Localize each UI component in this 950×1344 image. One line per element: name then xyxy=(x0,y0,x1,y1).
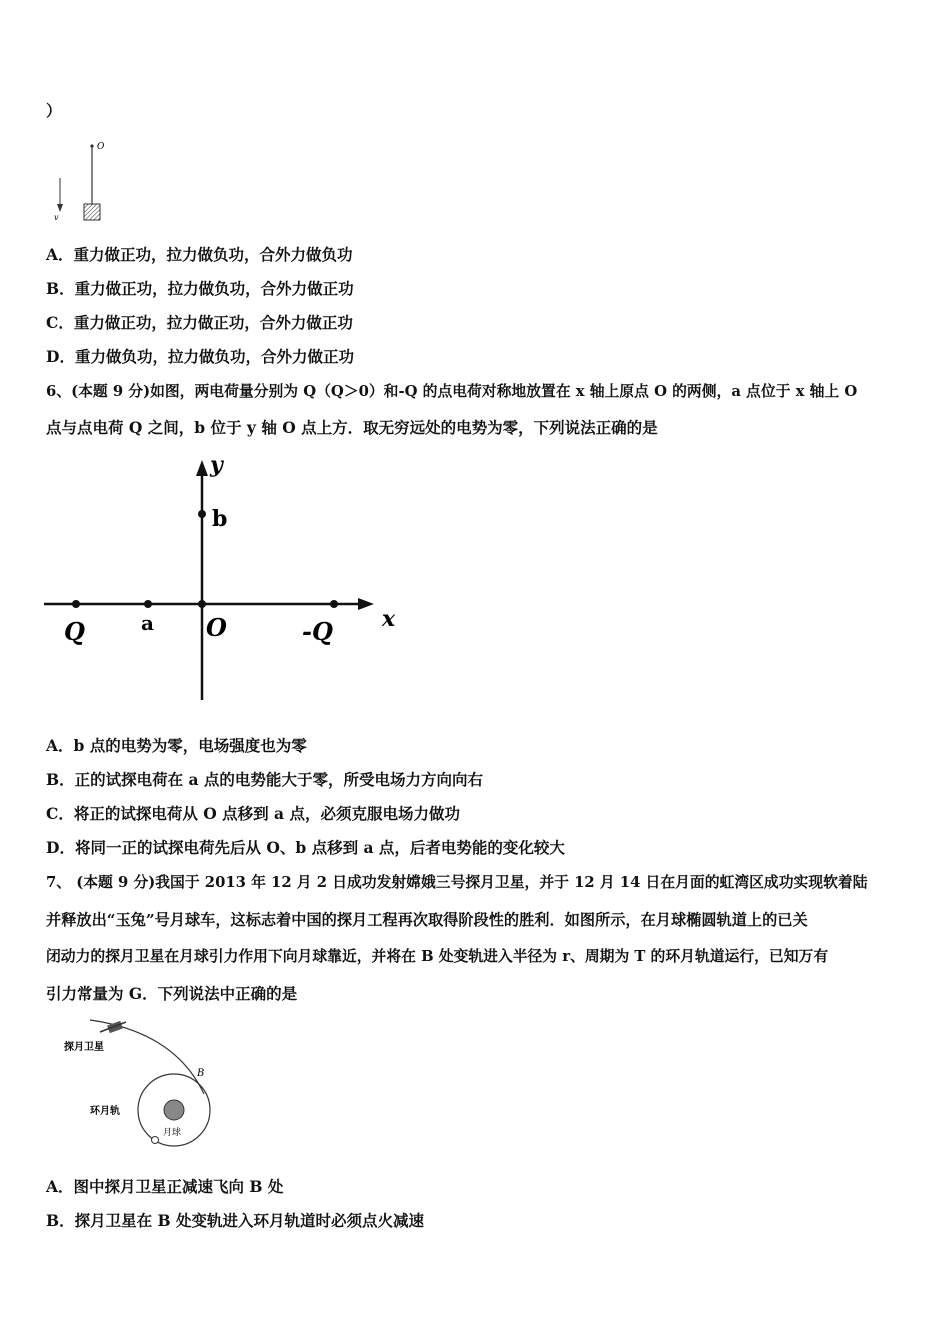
elliptical-orbit xyxy=(90,1020,204,1094)
x-axis-label: x xyxy=(382,606,396,632)
q7-stem-line-4: 引力常量为 G．下列说法中正确的是 xyxy=(46,984,298,1003)
q7-option-b: B．探月卫星在 B 处变轨进入环月轨道时必须点火减速 xyxy=(46,1211,424,1230)
block xyxy=(84,204,100,220)
q6-option-b: B．正的试探电荷在 a 点的电势能大于零，所受电场力方向向右 xyxy=(46,770,483,789)
origin-point xyxy=(198,600,206,608)
figure-lunar-orbit xyxy=(60,1014,230,1154)
q5-option-a: A．重力做正功，拉力做负功，合外力做负功 xyxy=(46,245,353,264)
point-a-label: a xyxy=(141,611,154,635)
velocity-label: v xyxy=(54,213,59,222)
orbiting-satellite xyxy=(152,1137,159,1144)
point-b-label: b xyxy=(212,506,228,532)
q7-stem-line-2: 并释放出“玉兔”号月球车，这标志着中国的探月工程再次取得阶段性的胜利．如图所示，在月球椭圆轨道上的已关 xyxy=(46,911,808,929)
q5-option-c: C．重力做正功，拉力做正功，合外力做正功 xyxy=(46,313,353,332)
charge-negq-label: -Q xyxy=(302,617,333,646)
page-top-fragment: ） xyxy=(46,101,62,120)
q5-option-d: D．重力做负功，拉力做负功，合外力做正功 xyxy=(46,347,354,366)
figure-charge-axes xyxy=(40,448,400,708)
charge-q-point xyxy=(72,600,80,608)
charge-q-label: Q xyxy=(64,617,85,646)
velocity-arrow xyxy=(57,178,63,212)
q6-option-c: C．将正的试探电荷从 O 点移到 a 点，必须克服电场力做功 xyxy=(46,804,460,823)
charge-negq-point xyxy=(330,600,338,608)
moon-icon xyxy=(164,1100,184,1120)
q5-option-b: B．重力做正功，拉力做负功，合外力做正功 xyxy=(46,279,354,298)
orbit-label: 环月轨 xyxy=(90,1106,120,1117)
q6-stem-line-1: 6、(本题 9 分)如图，两电荷量分别为 Q（Q＞0）和-Q 的点电荷对称地放置在 x 轴上原点 O 的两侧，a 点位于 x 轴上 O xyxy=(46,383,858,400)
q6-stem-line-2: 点与点电荷 Q 之间，b 位于 y 轴 O 点上方．取无穷远处的电势为零，下列说法正确的是 xyxy=(46,418,658,437)
q7-option-a: A．图中探月卫星正减速飞向 B 处 xyxy=(46,1177,284,1196)
q6-option-d: D．将同一正的试探电荷先后从 O、b 点移到 a 点，后者电势能的变化较大 xyxy=(46,838,565,857)
origin-label: O xyxy=(206,613,227,642)
figure-hanging-block xyxy=(48,138,118,228)
point-b xyxy=(198,510,206,518)
q7-stem-line-1: 7、 (本题 9 分)我国于 2013 年 12 月 2 日成功发射嫦娥三号探月卫星，并于 12 月 14 日在月面的虹湾区成功实现软着陆 xyxy=(46,874,868,891)
q6-option-a: A．b 点的电势为零，电场强度也为零 xyxy=(46,736,307,755)
y-axis xyxy=(196,460,208,700)
pivot-label: O xyxy=(97,142,105,152)
y-axis-label: y xyxy=(210,452,223,478)
moon-label: 月球 xyxy=(163,1128,182,1138)
q7-stem-line-3: 闭动力的探月卫星在月球引力作用下向月球靠近，并将在 B 处变轨进入半径为 r、周期为 T 的环月轨道运行，已知万有 xyxy=(46,948,829,965)
satellite-label: 探月卫星 xyxy=(64,1042,104,1053)
point-a xyxy=(144,600,152,608)
x-axis xyxy=(44,598,374,610)
point-b-label: B xyxy=(197,1068,205,1079)
